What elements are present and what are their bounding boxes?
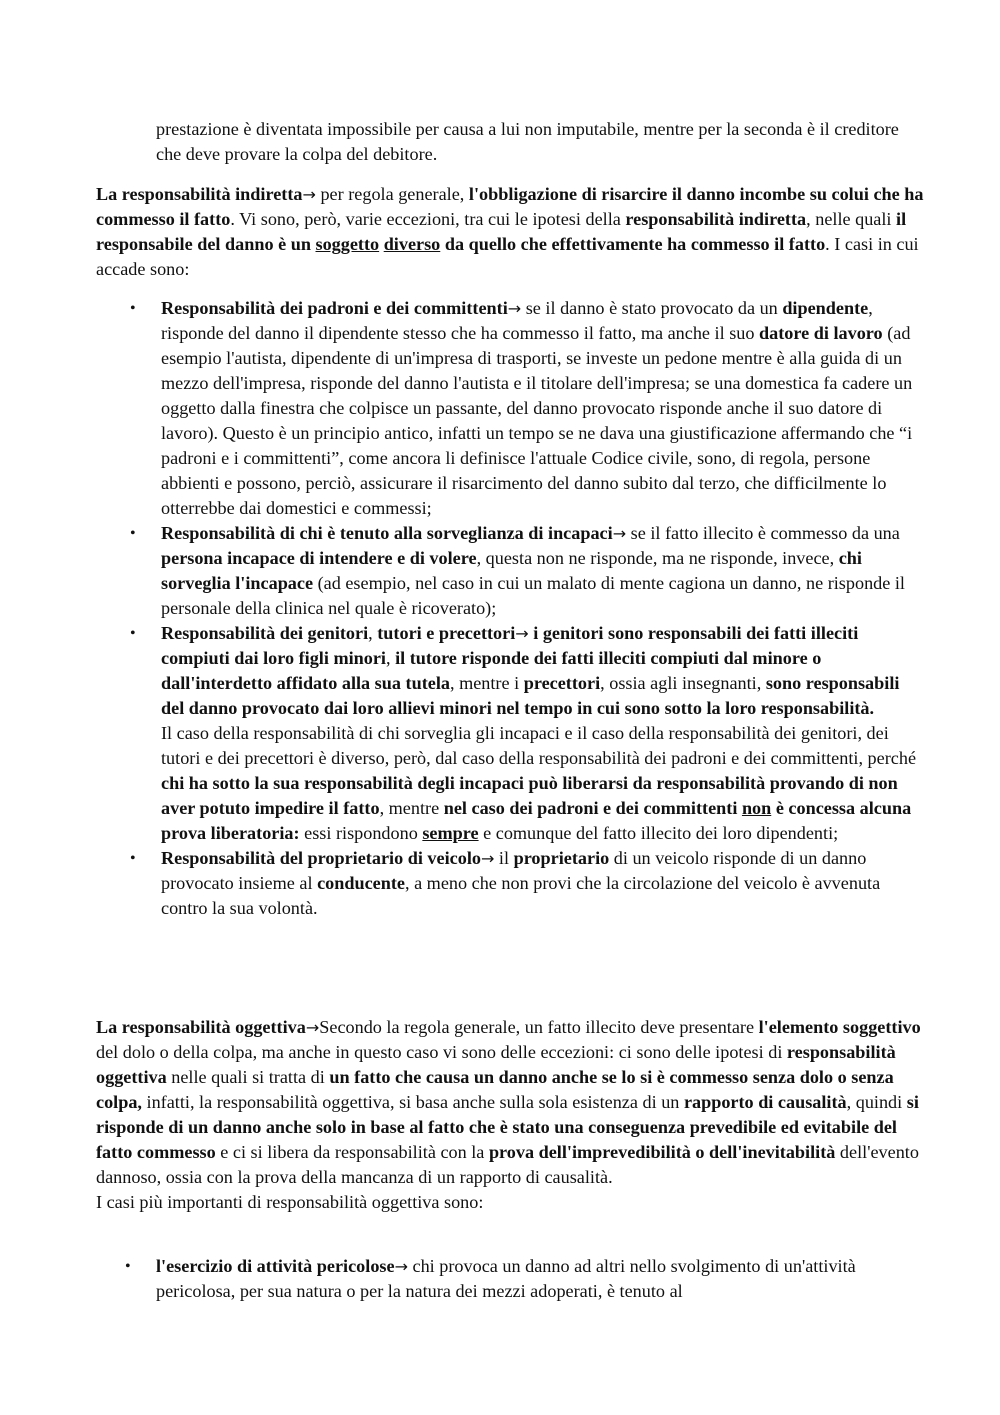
bullet-icon: • <box>130 625 136 642</box>
bullet-icon: • <box>130 525 136 542</box>
arrow-icon: → <box>480 849 495 868</box>
arrow-icon: → <box>305 1018 320 1037</box>
bullet-list-responsabilita-oggettiva <box>96 1254 926 1304</box>
underlined-word: diverso <box>383 234 441 254</box>
arrow-icon: → <box>394 1257 408 1276</box>
arrow-icon: → <box>515 624 529 643</box>
bullet-icon: • <box>130 850 136 867</box>
continuation-text: prestazione è diventata impossibile per causa a lui non imputabile, mentre per la seconda è il creditore che deve provare la colpa del debitore. <box>156 119 899 164</box>
paragraph-responsabilita-indiretta: La responsabilità indiretta→ per regola generale, l'obbligazione di risarcire il danno incombe su colui che ha commesso il fatto. Vi sono, però, varie eccezioni, tra cui le ipotesi della responsabilità indiretta, nelle quali il responsabile del danno è un soggetto diverso da quello che effettivamente ha commesso il fatto. I casi in cui accade sono: <box>96 184 924 279</box>
item-title: Responsabilità dei genitori <box>161 623 369 643</box>
paragraph-responsabilita-oggettiva: La responsabilità oggettiva→Secondo la regola generale, un fatto illecito deve presentare l'elemento soggettivo del dolo o della colpa, ma anche in questo caso vi sono delle eccezioni: ci sono delle ipotesi di responsabilità oggettiva nelle quali si tratta di un fatto che causa un danno anche se lo si è commesso senza dolo o senza colpa, infatti, la responsabilità oggettiva, si basa anche sulla sola esistenza di un rapporto di causalità, quindi si risponde di un danno anche solo in base al fatto che è stato una conseguenza prevedibile ed evitabile del fatto commesso e ci si libera da responsabilità con la prova dell'imprevedibilità o dell'inevitabilità dell'evento dannoso, ossia con la prova della mancanza di un rapporto di causalità. I casi più importanti di responsabilità oggettiva sono: <box>96 1017 921 1212</box>
bullet-icon: • <box>130 300 136 317</box>
arrow-icon: → <box>612 524 627 543</box>
list-item: • Responsabilità dei genitori, tutori e precettori→ i genitori sono responsabili dei fatti illeciti compiuti dai loro figli minori, il tutore risponde dei fatti illeciti compiuti dal minore o dall'interdetto affidato alla sua tutela, mentre i precettori, ossia agli insegnanti, sono responsabili del danno provocato dai loro allievi minori nel tempo in cui sono sotto la loro responsabilità. Il caso della responsabilità di chi sorveglia gli incapaci e il caso della responsabilità dei genitori, dei tutori e dei precettori è diverso, però, dal caso della responsabilità dei padroni e dei committenti, perché chi ha sotto la sua responsabilità degli incapaci può liberarsi da responsabilità provando di non aver potuto impedire il fatto, mentre nel caso dei padroni e dei committenti non è concessa alcuna prova liberatoria: essi rispondono sempre e comunque del fatto illecito dei loro dipendenti; <box>130 623 917 843</box>
list-intro: I casi più importanti di responsabilità oggettiva sono: <box>96 1192 484 1212</box>
bullet-icon: • <box>125 1258 131 1275</box>
arrow-icon: → <box>507 299 522 318</box>
item-title: Responsabilità dei padroni e dei committenti <box>161 298 508 318</box>
section-title: La responsabilità indiretta <box>96 184 303 204</box>
continuation-paragraph <box>156 117 926 167</box>
item-title: l'esercizio di attività pericolose <box>156 1256 395 1276</box>
item-title: Responsabilità di chi è tenuto alla sorveglianza di incapaci <box>161 523 613 543</box>
list-item: • Responsabilità dei padroni e dei committenti→ se il danno è stato provocato da un dipendente, risponde del danno il dipendente stesso che ha commesso il fatto, ma anche il suo datore di lavoro (ad esempio l'autista, dipendente di un'impresa di trasporti, se investe un pedone mentre è alla guida di un mezzo dell'impresa, risponde del danno l'autista e il titolare dell'impresa; se una domestica fa cadere un oggetto dalla finestra che colpisce un passante, del danno provocato risponde anche il suo datore di lavoro). Questo è un principio antico, infatti un tempo se ne dava una giustificazione affermando che “i padroni e i committenti”, come ancora li definisce l'attuale Codice civile, sono, di regola, persone abbienti e possono, perciò, assicurare il risarcimento del danno subito dal terzo, che difficilmente lo otterrebbe dai domestici e commessi; <box>130 298 913 518</box>
underlined-word: sempre <box>422 823 479 843</box>
arrow-icon: → <box>302 185 316 204</box>
list-item: • l'esercizio di attività pericolose→ chi provoca un danno ad altri nello svolgimento di un'attività pericolosa, per sua natura o per la natura dei mezzi adoperati, è tenuto al <box>125 1256 856 1301</box>
underlined-word: soggetto <box>315 234 380 254</box>
list-item: • Responsabilità del proprietario di veicolo→ il proprietario di un veicolo risponde di un danno provocato insieme al conducente, a meno che non provi che la circolazione del veicolo è avvenuta contro la sua volontà. <box>130 848 881 918</box>
underlined-word: non <box>741 798 772 818</box>
list-item: • Responsabilità di chi è tenuto alla sorveglianza di incapaci→ se il fatto illecito è commesso da una persona incapace di intendere e di volere, questa non ne risponde, ma ne risponde, invece, chi sorveglia l'incapace (ad esempio, nel caso in cui un malato di mente cagiona un danno, ne risponde il personale della clinica nel quale è ricoverato); <box>130 523 905 618</box>
bullet-list-responsabilita-indiretta <box>96 296 926 921</box>
section-title: La responsabilità oggettiva <box>96 1017 306 1037</box>
item-title: Responsabilità del proprietario di veicolo <box>161 848 481 868</box>
